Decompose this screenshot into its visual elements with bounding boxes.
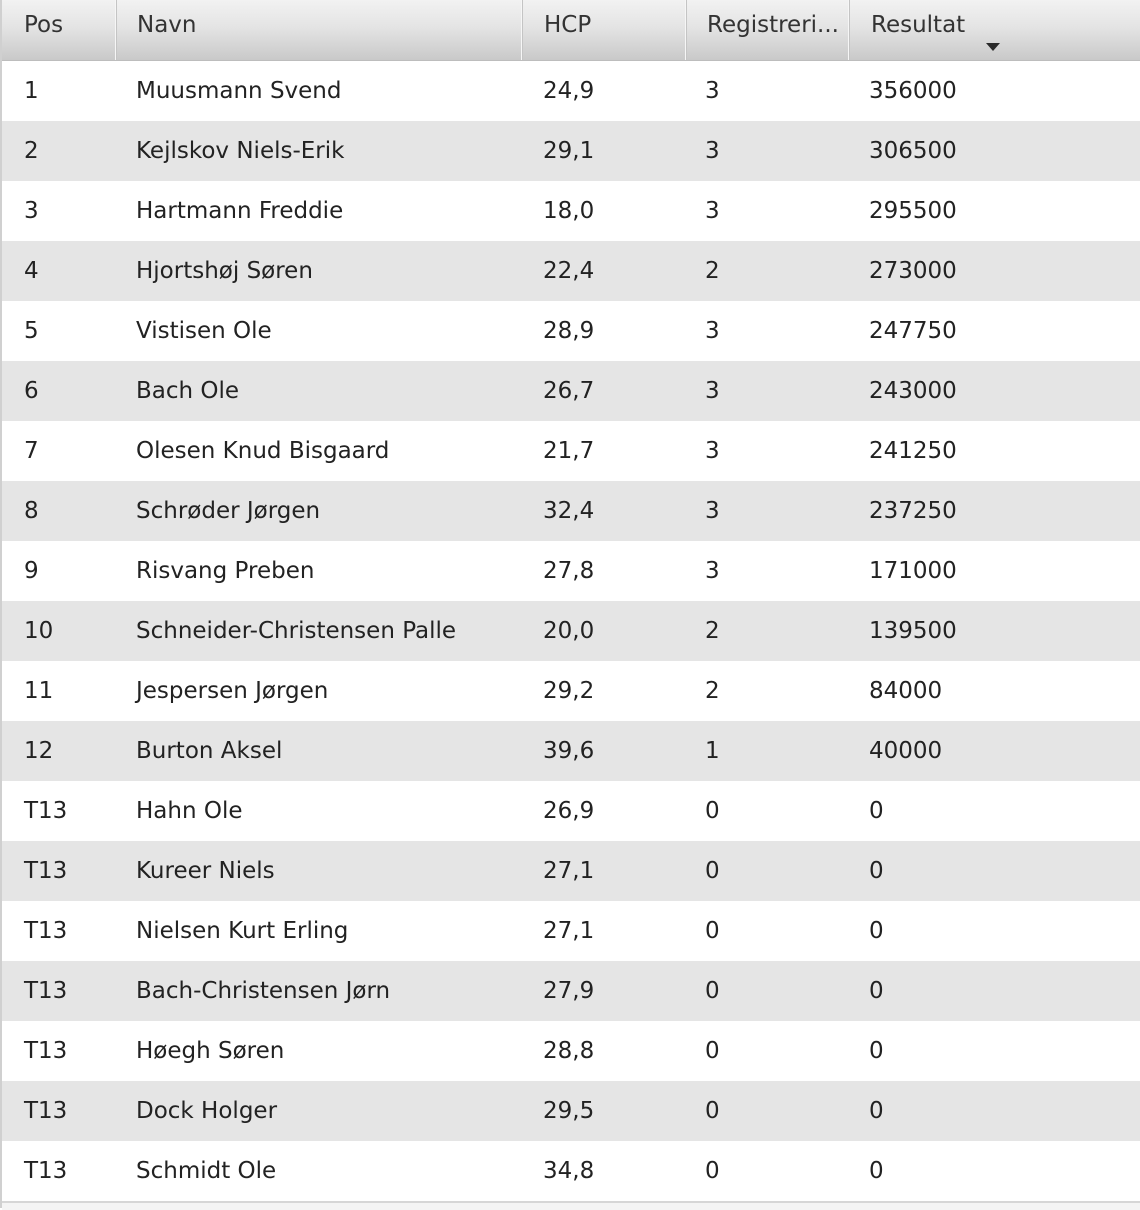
- cell-result: 295500: [869, 198, 957, 224]
- cell-hcp: 32,4: [543, 498, 595, 524]
- cell-name: Kureer Niels: [136, 858, 275, 884]
- table-row[interactable]: [2, 721, 1140, 781]
- cell-hcp: 29,5: [543, 1098, 595, 1124]
- cell-result: 171000: [869, 558, 957, 584]
- cell-hcp: 18,0: [543, 198, 595, 224]
- cell-registrations: 2: [705, 618, 720, 644]
- cell-registrations: 0: [705, 858, 720, 884]
- cell-pos: T13: [24, 1038, 68, 1064]
- table-row[interactable]: [2, 61, 1140, 121]
- cell-result: 0: [869, 918, 884, 944]
- cell-hcp: 27,8: [543, 558, 595, 584]
- table-row[interactable]: [2, 781, 1140, 841]
- cell-pos: T13: [24, 1098, 68, 1124]
- table-row[interactable]: [2, 841, 1140, 901]
- table-row[interactable]: [2, 961, 1140, 1021]
- cell-pos: 2: [24, 138, 39, 164]
- column-header-result[interactable]: [850, 0, 1140, 60]
- cell-name: Nielsen Kurt Erling: [136, 918, 349, 944]
- column-header-hcp-label: HCP: [544, 12, 592, 38]
- cell-result: 84000: [869, 678, 943, 704]
- table-row[interactable]: [2, 421, 1140, 481]
- cell-name: Schmidt Ole: [136, 1158, 277, 1184]
- cell-pos: 11: [24, 678, 54, 704]
- cell-pos: 4: [24, 258, 39, 284]
- cell-hcp: 27,9: [543, 978, 595, 1004]
- cell-name: Schrøder Jørgen: [136, 498, 321, 524]
- cell-registrations: 0: [705, 1158, 720, 1184]
- table-row[interactable]: [2, 601, 1140, 661]
- table-row[interactable]: [2, 181, 1140, 241]
- cell-registrations: 0: [705, 1098, 720, 1124]
- cell-result: 0: [869, 798, 884, 824]
- cell-registrations: 1: [705, 738, 720, 764]
- cell-pos: 10: [24, 618, 54, 644]
- sort-descending-icon: [986, 43, 1000, 51]
- cell-hcp: 28,8: [543, 1038, 595, 1064]
- cell-result: 0: [869, 978, 884, 1004]
- cell-result: 241250: [869, 438, 957, 464]
- cell-hcp: 21,7: [543, 438, 595, 464]
- cell-registrations: 3: [705, 378, 720, 404]
- cell-name: Burton Aksel: [136, 738, 283, 764]
- cell-registrations: 3: [705, 138, 720, 164]
- cell-name: Dock Holger: [136, 1098, 278, 1124]
- cell-hcp: 27,1: [543, 858, 595, 884]
- cell-registrations: 2: [705, 678, 720, 704]
- cell-result: 0: [869, 1038, 884, 1064]
- table-row[interactable]: [2, 1081, 1140, 1141]
- cell-registrations: 3: [705, 78, 720, 104]
- cell-hcp: 34,8: [543, 1158, 595, 1184]
- table-row[interactable]: [2, 241, 1140, 301]
- cell-name: Muusmann Svend: [136, 78, 342, 104]
- cell-registrations: 2: [705, 258, 720, 284]
- cell-name: Kejlskov Niels-Erik: [136, 138, 345, 164]
- cell-hcp: 27,1: [543, 918, 595, 944]
- cell-result: 247750: [869, 318, 957, 344]
- cell-registrations: 3: [705, 558, 720, 584]
- cell-pos: 7: [24, 438, 39, 464]
- grid-header: [2, 0, 1140, 61]
- cell-hcp: 26,9: [543, 798, 595, 824]
- cell-pos: 1: [24, 78, 39, 104]
- cell-name: Hjortshøj Søren: [136, 258, 313, 284]
- cell-result: 273000: [869, 258, 957, 284]
- table-row[interactable]: [2, 1021, 1140, 1081]
- cell-name: Hartmann Freddie: [136, 198, 344, 224]
- cell-name: Olesen Knud Bisgaard: [136, 438, 390, 464]
- table-row[interactable]: [2, 901, 1140, 961]
- cell-registrations: 0: [705, 978, 720, 1004]
- cell-hcp: 28,9: [543, 318, 595, 344]
- cell-registrations: 0: [705, 918, 720, 944]
- cell-pos: 5: [24, 318, 39, 344]
- cell-result: 237250: [869, 498, 957, 524]
- cell-pos: T13: [24, 858, 68, 884]
- cell-hcp: 20,0: [543, 618, 595, 644]
- cell-result: 0: [869, 858, 884, 884]
- cell-result: 243000: [869, 378, 957, 404]
- table-row[interactable]: [2, 361, 1140, 421]
- cell-name: Risvang Preben: [136, 558, 315, 584]
- cell-name: Bach Ole: [136, 378, 240, 404]
- cell-hcp: 29,1: [543, 138, 595, 164]
- cell-hcp: 29,2: [543, 678, 595, 704]
- cell-hcp: 24,9: [543, 78, 595, 104]
- cell-hcp: 26,7: [543, 378, 595, 404]
- column-header-registrations[interactable]: [687, 0, 850, 60]
- column-header-result-label: Resultat: [871, 12, 966, 38]
- cell-result: 356000: [869, 78, 957, 104]
- cell-pos: 6: [24, 378, 39, 404]
- grid-body: [2, 61, 1140, 1201]
- cell-name: Bach-Christensen Jørn: [136, 978, 391, 1004]
- table-row[interactable]: [2, 541, 1140, 601]
- table-row[interactable]: [2, 121, 1140, 181]
- cell-result: 306500: [869, 138, 957, 164]
- cell-registrations: 3: [705, 438, 720, 464]
- column-header-pos-label: Pos: [24, 12, 64, 38]
- column-header-hcp[interactable]: [523, 0, 687, 60]
- cell-registrations: 3: [705, 198, 720, 224]
- cell-name: Jespersen Jørgen: [136, 678, 329, 704]
- cell-hcp: 22,4: [543, 258, 595, 284]
- cell-pos: 8: [24, 498, 39, 524]
- cell-pos: 12: [24, 738, 54, 764]
- cell-result: 0: [869, 1098, 884, 1124]
- table-row[interactable]: [2, 661, 1140, 721]
- cell-name: Høegh Søren: [136, 1038, 285, 1064]
- cell-pos: T13: [24, 798, 68, 824]
- cell-hcp: 39,6: [543, 738, 595, 764]
- column-header-pos[interactable]: [2, 0, 117, 60]
- cell-registrations: 0: [705, 1038, 720, 1064]
- cell-pos: T13: [24, 1158, 68, 1184]
- table-row[interactable]: [2, 301, 1140, 361]
- cell-registrations: 3: [705, 318, 720, 344]
- cell-result: 40000: [869, 738, 943, 764]
- cell-pos: T13: [24, 978, 68, 1004]
- cell-pos: 3: [24, 198, 39, 224]
- cell-result: 139500: [869, 618, 957, 644]
- grid-footer-border: [2, 1201, 1140, 1210]
- table-row[interactable]: [2, 1141, 1140, 1201]
- cell-result: 0: [869, 1158, 884, 1184]
- cell-registrations: 3: [705, 498, 720, 524]
- column-header-name[interactable]: [117, 0, 523, 60]
- cell-name: Vistisen Ole: [136, 318, 272, 344]
- column-header-registrations-label: Registreri...: [707, 12, 839, 38]
- cell-pos: T13: [24, 918, 68, 944]
- cell-registrations: 0: [705, 798, 720, 824]
- cell-pos: 9: [24, 558, 39, 584]
- table-row[interactable]: [2, 481, 1140, 541]
- column-header-name-label: Navn: [137, 12, 197, 38]
- cell-name: Schneider-Christensen Palle: [136, 618, 457, 644]
- cell-name: Hahn Ole: [136, 798, 243, 824]
